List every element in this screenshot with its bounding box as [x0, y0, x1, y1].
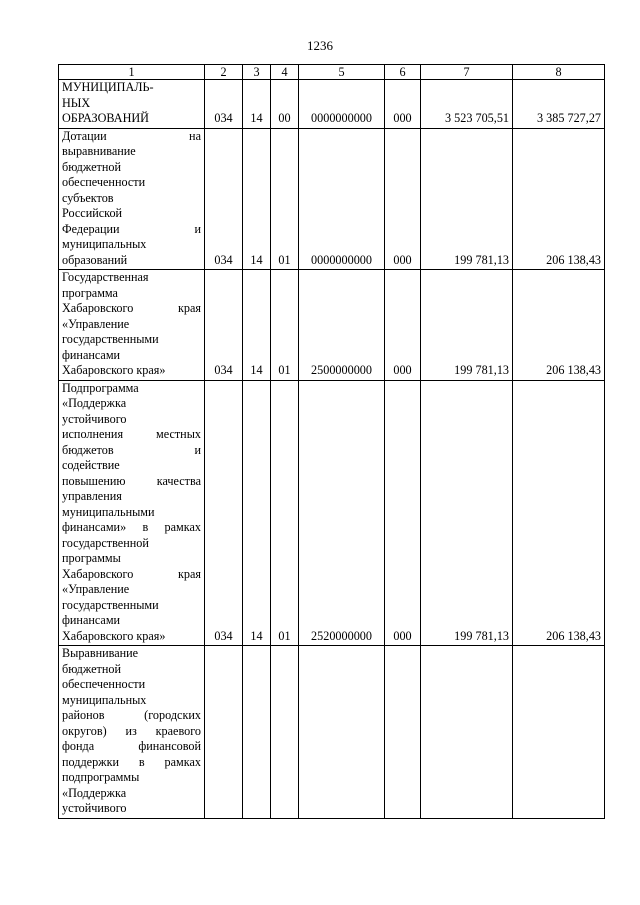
row-description [59, 80, 205, 129]
ministry-code: 034 [205, 80, 243, 129]
row-description [59, 380, 205, 646]
description-line: подпрограммы [62, 770, 140, 784]
description-line: Выравнивание [62, 646, 139, 660]
description-line: Хабаровского края [62, 566, 201, 581]
description-line: Хабаровского края» [62, 628, 166, 643]
target-article-code [299, 646, 385, 819]
amount-year-2: 206 138,43 [513, 270, 605, 381]
description-line: районов (городских [62, 708, 201, 722]
description-line: обеспеченности [62, 175, 146, 189]
table-row [59, 270, 605, 381]
description-line: «Поддержка [62, 396, 127, 410]
description-line: государственными [62, 332, 159, 346]
description-line: муниципальными [62, 504, 155, 519]
header-row [59, 65, 605, 80]
description-line: государственными [62, 597, 159, 612]
description-line: бюджетов и [62, 442, 201, 457]
description-line: образований [62, 252, 128, 267]
amount-year-2 [513, 646, 605, 819]
column-header: 3 [243, 65, 271, 80]
table-row [59, 128, 605, 270]
subsection-code: 00 [271, 80, 299, 129]
expense-type-code: 000 [385, 380, 421, 646]
section-code: 14 [243, 270, 271, 381]
column-header: 4 [271, 65, 299, 80]
description-line: «Управление [62, 582, 130, 596]
column-header: 2 [205, 65, 243, 80]
description-line: программы [62, 551, 121, 565]
column-header: 5 [299, 65, 385, 80]
subsection-code: 01 [271, 270, 299, 381]
description-line: устойчивого [62, 801, 127, 815]
description-line: субъектов [62, 190, 114, 205]
description-line: содействие [62, 458, 120, 472]
section-code: 14 [243, 80, 271, 129]
description-line: муниципальных [62, 237, 147, 251]
description-line: поддержки в рамках [62, 754, 201, 769]
description-line: обеспеченности [62, 677, 146, 691]
subsection-code: 01 [271, 380, 299, 646]
description-line: «Управление [62, 316, 130, 331]
amount-year-2: 3 385 727,27 [513, 80, 605, 129]
target-article-code: 0000000000 [299, 128, 385, 270]
description-line: муниципальных [62, 692, 147, 707]
description-line: программа [62, 285, 118, 300]
target-article-code: 2520000000 [299, 380, 385, 646]
table-body [59, 80, 605, 819]
section-code: 14 [243, 380, 271, 646]
description-line: выравнивание [62, 144, 136, 158]
description-line: бюджетной [62, 159, 122, 174]
budget-table [58, 64, 605, 819]
description-line: «Поддержка [62, 785, 127, 800]
row-description [59, 646, 205, 819]
target-article-code: 0000000000 [299, 80, 385, 129]
table-row [59, 380, 605, 646]
ministry-code: 034 [205, 128, 243, 270]
amount-year-2: 206 138,43 [513, 128, 605, 270]
section-code: 14 [243, 128, 271, 270]
description-line: МУНИЦИПАЛЬ- [62, 80, 154, 94]
description-line: исполнения местных [62, 427, 201, 441]
table-row [59, 646, 605, 819]
amount-year-1: 199 781,13 [421, 270, 513, 381]
ministry-code: 034 [205, 380, 243, 646]
description-line: ОБРАЗОВАНИЙ [62, 111, 149, 125]
target-article-code: 2500000000 [299, 270, 385, 381]
description-line: Хабаровского края» [62, 363, 166, 377]
description-line: Подпрограмма [62, 380, 139, 395]
row-description [59, 270, 205, 381]
ministry-code [205, 646, 243, 819]
page-number: 1236 [307, 38, 333, 53]
description-line: НЫХ [62, 95, 91, 110]
amount-year-1: 199 781,13 [421, 380, 513, 646]
description-line: Дотации на [62, 128, 201, 143]
expense-type-code: 000 [385, 80, 421, 129]
column-header: 6 [385, 65, 421, 80]
description-line: финансами [62, 613, 121, 627]
column-header: 8 [513, 65, 605, 80]
description-line: управления [62, 489, 122, 503]
description-line: Федерации и [62, 221, 201, 236]
subsection-code [271, 646, 299, 819]
description-line: повышению качества [62, 473, 201, 488]
expense-type-code [385, 646, 421, 819]
amount-year-1: 199 781,13 [421, 128, 513, 270]
description-line: Государственная [62, 270, 149, 284]
ministry-code: 034 [205, 270, 243, 381]
description-line: округов) из краевого [62, 723, 201, 738]
row-description [59, 128, 205, 270]
section-code [243, 646, 271, 819]
column-header: 7 [421, 65, 513, 80]
amount-year-2: 206 138,43 [513, 380, 605, 646]
amount-year-1: 3 523 705,51 [421, 80, 513, 129]
description-line: устойчивого [62, 411, 127, 426]
description-line: бюджетной [62, 661, 122, 676]
expense-type-code: 000 [385, 128, 421, 270]
description-line: Российской [62, 206, 123, 220]
description-line: фонда финансовой [62, 739, 201, 753]
column-header: 1 [59, 65, 205, 80]
description-line: Хабаровского края [62, 301, 201, 315]
amount-year-1 [421, 646, 513, 819]
description-line: финансами [62, 347, 121, 362]
subsection-code: 01 [271, 128, 299, 270]
expense-type-code: 000 [385, 270, 421, 381]
description-line: финансами» в рамках [62, 520, 201, 534]
table-row [59, 80, 605, 129]
description-line: государственной [62, 535, 149, 550]
